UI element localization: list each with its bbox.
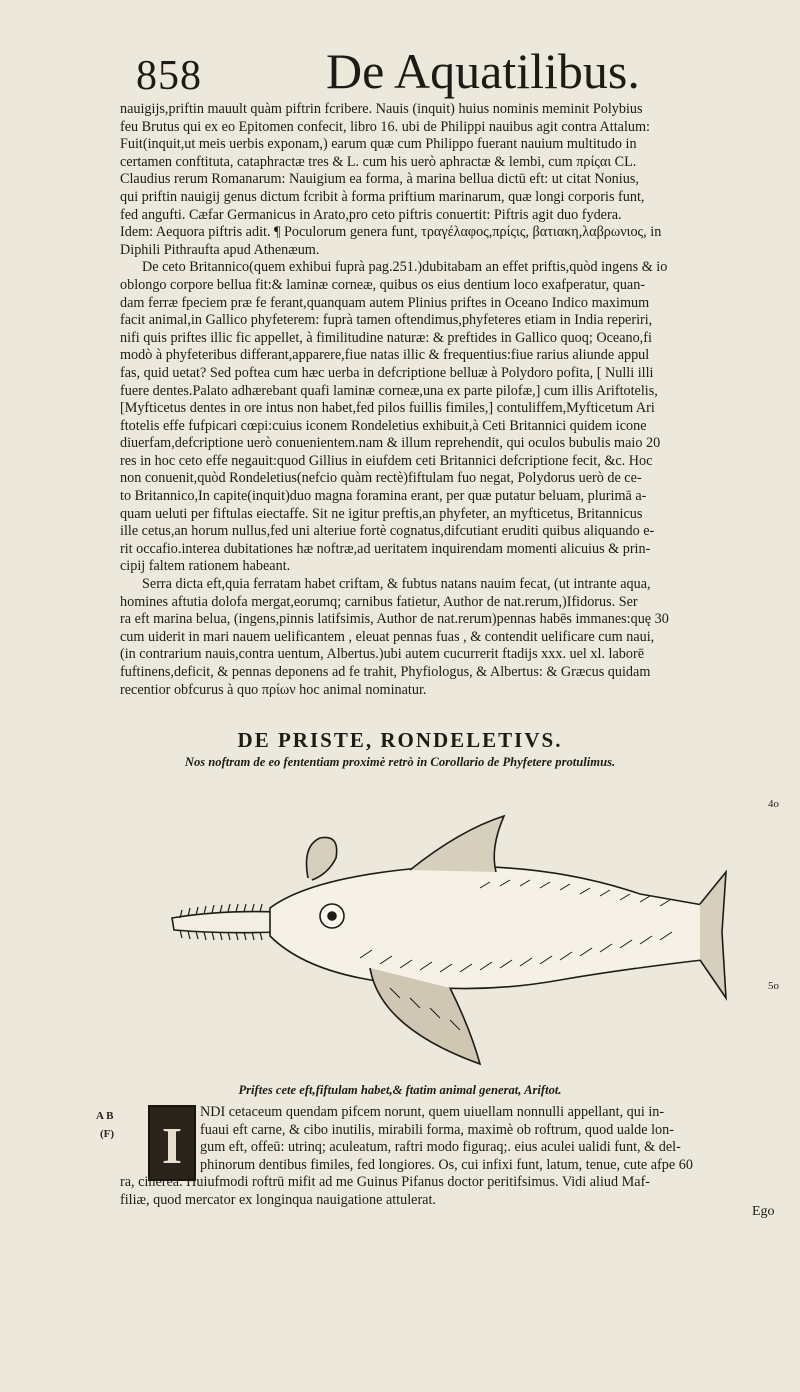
text-line: nauigijs,priftin mauult quàm piftrin fcribere. Nauis (inquit) huius nominis meminit Polybius xyxy=(120,101,643,117)
decorated-initial xyxy=(148,1105,196,1181)
text-line: modò à phyfeteribus differant,apparere,fiue natas illic & frequentius:fiue rarius aliunde appul xyxy=(120,347,650,364)
text-line: feu Brutus qui ex eo Epitomen confecit, libro 16. ubi de Philippi nauibus agit contra Attalum: xyxy=(120,118,650,135)
text-line: cum uiderit in mari nauem uelificantem , eleuat pennas fuas , & contendit uelificare cum naui, xyxy=(120,628,655,645)
margin-note: 5o xyxy=(768,980,779,992)
text-line: res in hoc ceto effe negauit:quod Gillius in eiufdem ceti Britannici defcriptione fecit, &c. Hoc xyxy=(120,452,653,469)
second-text-block xyxy=(200,1104,770,1174)
margin-note: A B xyxy=(96,1110,114,1122)
text-line: Idem: Aequora piftris adit. ¶ Poculorum genera funt, τραγέλαφος,πρίςις, βατιακη,λαβρωνιος, in xyxy=(120,224,662,241)
text-line: fuftinens,deficit, & pennas deponens ad fe trahit, Phyfiologus, & Albertus: & Græcus quidam xyxy=(120,664,651,680)
text-line: ftotelis effe fufpicari cœpi:cuius iconem Rondeletius exhibuit,à Ceti Britannici quidem icone xyxy=(120,417,647,434)
text-line: fas, quid uetat? Sed poftea cum hæc uerba in defcriptione belluæ à Polydoro pofita, [ Nulli illi xyxy=(120,364,654,381)
text-line: Diphili Pithraufta apud Athenæum. xyxy=(120,241,320,258)
text-line: facit animal,in Gallico phyfeterem: fuprà tamen oftendimus,phyfeteres etiam in India reperiri, xyxy=(120,312,653,329)
second-text-block-cont xyxy=(120,1174,770,1209)
text-line: (in contrarium nauis,contra uentum, Albertus.)ubi autem cucurrerit ftadijs xxx. uel xl. laborē xyxy=(120,646,644,663)
text-line: Claudius rerum Romanarum: Nauigium ea forma, à marina bellua dictū eft: ut citat Nonius, xyxy=(120,171,639,188)
text-line: rit occafio.interea dubitationes hæ noftræ,ad ueritatem inquirendam momenti alicuius & prin- xyxy=(120,540,651,557)
text-line: filiæ, quod mercator ex longinqua nauigatione attulerat. xyxy=(120,1191,436,1208)
text-line: quam ueluti per fiftulas eiectaffe. Sit ne igitur preftis,an phyfeter, an myfticetus, Britannicus xyxy=(120,505,643,522)
catchword: Ego xyxy=(752,1204,775,1219)
text-line: to Britannico,In capite(inquit)duo magna foramina erant, per quæ putatur beluam, plurimā a- xyxy=(120,488,647,505)
sawfish-woodcut-figure xyxy=(160,808,740,1078)
text-line: oblongo corpore bellua fit:& laminæ corneæ, quibus os eius dentium loco exafperatur, quan- xyxy=(120,276,646,293)
text-line: ille cetus,an horum nullus,fed uni alteriue fortè cognatus,difcutiant eruditi quibus aliquando e- xyxy=(120,523,655,540)
text-line: fuaui eft carne, & cibo inutilis, mirabili forma, maximè ob roftrum, quod ualde lon- xyxy=(200,1121,674,1138)
page-header xyxy=(118,40,678,99)
sawfish-illustration xyxy=(160,808,740,1078)
initial-letter: I xyxy=(161,1118,183,1175)
text-line: fuere dentes.Palato adhærebant quafi laminæ corneæ,una ex parte pilofæ,] cum illis Ariftotelis, xyxy=(120,382,658,399)
text-line: dam ferræ fpeciem præ fe ferant,quanquam autem Plinius priftes in Oceano Indico maximum xyxy=(120,294,650,311)
text-line: phinorum dentibus fimiles, fed longiores. Os, cui infixi funt, latum, tenue, cute afpe 60 xyxy=(200,1156,693,1173)
main-text-block xyxy=(120,101,776,699)
margin-note: (F) xyxy=(100,1128,115,1140)
margin-note: 4o xyxy=(768,798,779,810)
running-title: De Aquatilibus. xyxy=(326,43,640,99)
text-line: NDI cetaceum quendam pifcem norunt, quem uiuellam nonnulli appellant, qui in- xyxy=(200,1104,665,1120)
text-line: Serra dicta eft,quia ferratam habet criftam, & fubtus natans nauim fecat, (ut intrante aqua, xyxy=(142,576,651,593)
text-line: ra, cinerea. Huiufmodi roftrū mifit ad me Guinus Pifanus doctor peritifsimus. Vidi aliud Maf- xyxy=(120,1174,651,1190)
text-line: De ceto Britannico(quem exhibui fuprà pag.251.)dubitabam an effet priftis,quòd ingens & io xyxy=(142,259,668,276)
text-line: recentior obfcurus à quo πρίων hoc animal nominatur. xyxy=(120,681,427,698)
section-subheading: Nos noftram de eo fententiam proximè retrò in Corollario de Phyfetere protulimus. xyxy=(184,755,616,769)
text-line: [Myfticetus dentes in ore intus non habet,fed pilos fuillis fimiles,] contuliffem,Myfticetum Ari xyxy=(120,400,655,417)
text-line: cipij faltem rationem habeant. xyxy=(120,558,291,575)
text-line: Fuit(inquit,ut meis uerbis exponam,) earum quæ cum Philippo fuerant nauium multitudo in xyxy=(120,136,637,153)
text-line: homines aftutia dolofa mergat,eorumq; carnibus fatietur, Author de nat.rerum,)Ifidorus. Ser xyxy=(120,593,638,610)
text-line: certamen conftituta, cataphractæ tres & L. cum his uerò aphractæ & lembi, cum πρίςαι CL. xyxy=(120,153,637,170)
figure-caption: Priftes cete eft,fiftulam habet,& ftatim animal generat, Ariftot. xyxy=(238,1083,562,1097)
tail-fin xyxy=(700,872,726,998)
dorsal-fin xyxy=(410,816,504,872)
text-line: non conuenit,quòd Rondeletius(nefcio quàm rectè)fiftulam fuo negat, Polydorus uerò de ce- xyxy=(120,470,642,487)
text-line: diuerfam,defcriptione uerò conuenientem.nam & illum reprehendit, qui oculos bubulis maio 20 xyxy=(120,435,661,452)
text-line: gum eft, offeū: utrinq; aculeatum, raftri modo figuraq;. eius aculei ualidi funt, & del- xyxy=(200,1139,681,1156)
text-line: fed angufti. Cæfar Germanicus in Arato,pro ceto piftris conuertit: Piftris agit duo fydera. xyxy=(120,206,622,223)
text-line: ra eft marina belua, (ingens,pinnis latifsimis, Author de nat.rerum)pennas habēs immanes:quę 30 xyxy=(120,611,669,628)
text-line: qui priftin nauigij genus dictum fcribit à forma priftium marinarum, quæ longi corporis funt, xyxy=(120,188,645,205)
page-number: 858 xyxy=(136,53,202,99)
section-heading: DE PRISTE, RONDELETIVS. xyxy=(237,728,563,752)
blowhole-spout xyxy=(307,837,337,880)
text-line: nifi quis priftes illic fic appellet, à fimilitudine naturæ: & preftides in Gallico quoq; Oceano,fi xyxy=(120,329,652,346)
